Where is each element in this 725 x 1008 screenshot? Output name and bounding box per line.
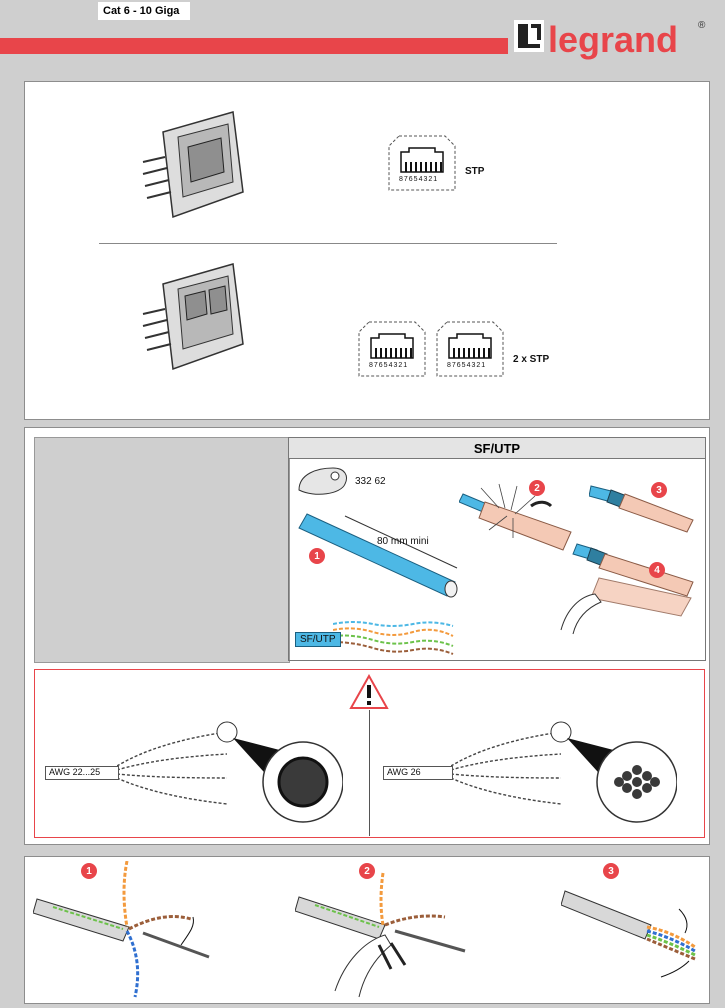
warning-triangle-icon	[349, 674, 389, 710]
awg-warning-box	[34, 669, 705, 838]
strip-length: 80 mm mini	[377, 536, 429, 547]
gray-info-box	[34, 437, 290, 663]
cable-preparation-panel	[24, 427, 710, 845]
awg-right-magnifier	[547, 718, 677, 828]
sfutp-title: SF/UTP	[289, 438, 705, 459]
single-module-illustration	[133, 102, 273, 232]
step-2-badge: 2	[529, 480, 545, 496]
rj45-jack-icon	[357, 320, 427, 378]
header-red-bar	[0, 38, 508, 54]
routing-step-1-badge: 1	[81, 863, 97, 879]
routing-step-2-badge: 2	[359, 863, 375, 879]
registered-mark: ®	[698, 20, 706, 31]
routing-step-3-badge: 3	[603, 863, 619, 879]
step-4-badge: 4	[649, 562, 665, 578]
divider	[99, 243, 557, 244]
cable-type-label: SF/UTP	[295, 632, 341, 647]
pinout-label: 87654321	[447, 362, 487, 369]
dual-stp-label: 2 x STP	[513, 354, 550, 365]
awg-right-label: AWG 26	[383, 766, 453, 780]
sfutp-box	[288, 437, 706, 661]
routing-step-3-illustration	[561, 881, 701, 981]
pinout-label: 87654321	[399, 176, 439, 183]
stripping-tool-icon	[295, 462, 353, 502]
step-3-badge: 3	[651, 482, 667, 498]
cable-step-3	[589, 480, 701, 536]
routing-step-2-illustration	[295, 861, 475, 1001]
step-1-badge: 1	[309, 548, 325, 564]
module-panel	[24, 81, 710, 420]
wire-routing-panel	[24, 856, 710, 1004]
cable-step-4	[541, 538, 701, 638]
brand-name: legrand	[548, 19, 679, 60]
awg-left-magnifier	[213, 718, 343, 828]
routing-step-1-illustration	[33, 861, 223, 1001]
rj45-jack-icon	[435, 320, 505, 378]
legrand-logo	[512, 14, 712, 64]
tool-ref: 332 62	[355, 476, 386, 487]
twisted-pairs-illustration	[333, 618, 463, 656]
stp-label: STP	[465, 166, 485, 177]
rj45-jack-icon	[387, 134, 457, 192]
warning-divider	[369, 710, 370, 836]
awg-left-label: AWG 22...25	[45, 766, 119, 780]
double-module-illustration	[133, 254, 273, 384]
pinout-label: 87654321	[369, 362, 409, 369]
product-tag: Cat 6 - 10 Giga	[98, 2, 190, 20]
